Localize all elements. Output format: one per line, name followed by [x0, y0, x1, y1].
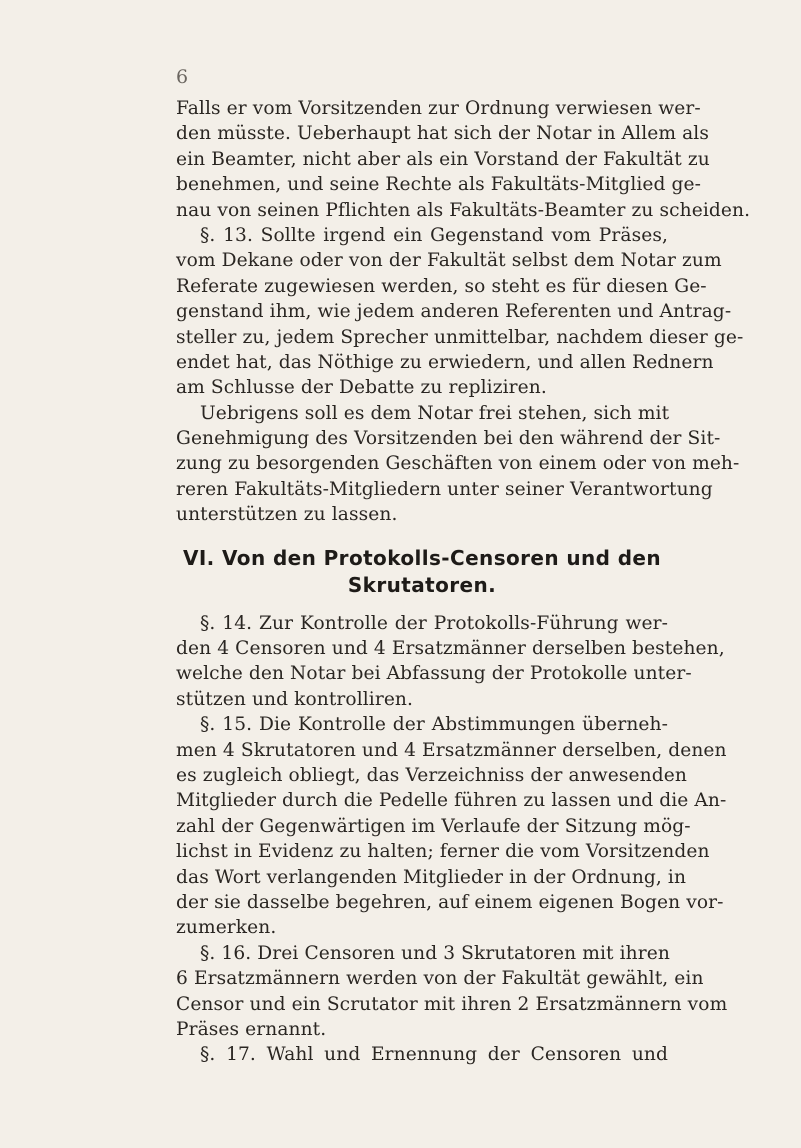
page-number: 6 — [176, 66, 189, 88]
text-line: endet hat, das Nöthige zu erwiedern, und allen Rednern — [176, 351, 714, 373]
paragraph-uebrigens — [176, 401, 740, 528]
text-line: der sie dasselbe begehren, auf einem eigenen Bogen vor- — [176, 891, 724, 913]
text-line: das Wort verlangenden Mitglieder in der Ordnung, in — [176, 866, 687, 888]
text-line: Censor und ein Scrutator mit ihren 2 Ersatzmännern vom — [176, 993, 728, 1015]
text-line: den müsste. Ueberhaupt hat sich der Notar in Allem als — [176, 123, 709, 145]
text-line: §. 16. Drei Censoren und 3 Skrutatoren mit ihren — [200, 942, 670, 964]
text-line: nau von seinen Pflichten als Fakultäts-Beamter zu scheiden. — [176, 199, 751, 221]
paragraph-section-13 — [176, 223, 744, 401]
paragraph-continuation — [176, 96, 751, 223]
text-line: Falls er vom Vorsitzenden zur Ordnung verwiesen wer- — [176, 98, 701, 119]
text-line: welche den Notar bei Abfassung der Protokolle unter- — [176, 663, 692, 685]
text-line: es zugleich obliegt, das Verzeichniss der anwesenden — [176, 764, 687, 786]
text-line: Mitglieder durch die Pedelle führen zu lassen und die An- — [176, 790, 727, 812]
text-line: lichst in Evidenz zu halten; ferner die vom Vorsitzenden — [176, 841, 710, 863]
text-line: §. 14. Zur Kontrolle der Protokolls-Führung wer- — [200, 612, 668, 634]
text-line: genstand ihm, wie jedem anderen Referenten und Antrag- — [176, 301, 732, 323]
text-line: am Schlusse der Debatte zu repliziren. — [176, 377, 547, 399]
text-line: vom Dekane oder von der Fakultät selbst dem Notar zum — [176, 250, 722, 272]
text-line: men 4 Skrutatoren und 4 Ersatzmänner derselben, denen — [176, 739, 727, 761]
text-line: zumerken. — [176, 917, 277, 939]
text-line: benehmen, und seine Rechte als Fakultäts-Mitglied ge- — [176, 174, 702, 196]
text-line: ein Beamter, nicht aber als ein Vorstand der Fakultät zu — [176, 148, 710, 170]
section-heading-line-1: VI. Von den Protokolls-Censoren und den — [182, 545, 662, 570]
paragraph-section-15 — [176, 712, 727, 941]
text-line: Uebrigens soll es dem Notar frei stehen, sich mit — [200, 402, 670, 424]
text-line: §. 17. Wahl und Ernennung der Censoren und — [200, 1044, 668, 1066]
text-line: stützen und kontrolliren. — [176, 688, 414, 710]
text-line: unterstützen zu lassen. — [176, 504, 398, 526]
body-text — [176, 96, 751, 1068]
text-line: Genehmigung des Vorsitzenden bei den während der Sit- — [176, 428, 721, 450]
paragraph-section-14 — [176, 611, 725, 713]
text-line: Präses ernannt. — [176, 1018, 327, 1040]
text-line: §. 15. Die Kontrolle der Abstimmungen überneh- — [200, 714, 668, 736]
text-line: 6 Ersatzmännern werden von der Fakultät gewählt, ein — [176, 968, 704, 990]
text-line: steller zu, jedem Sprecher unmittelbar, nachdem dieser ge- — [176, 326, 744, 348]
text-line: zahl der Gegenwärtigen im Verlaufe der Sitzung mög- — [176, 815, 691, 837]
section-heading-line-2: Skrutatoren. — [347, 572, 497, 597]
text-line: zung zu besorgenden Geschäften von einem oder von meh- — [176, 453, 740, 475]
text-line: Referate zugewiesen werden, so steht es für diesen Ge- — [176, 275, 707, 297]
text-line: §. 13. Sollte irgend ein Gegenstand vom Präses, — [200, 224, 668, 246]
text-line: reren Fakultäts-Mitgliedern unter seiner Verantwortung — [176, 478, 713, 500]
paragraph-section-16 — [176, 941, 728, 1043]
section-heading — [176, 545, 668, 599]
paragraph-section-17 — [176, 1042, 668, 1067]
text-line: den 4 Censoren und 4 Ersatzmänner derselben bestehen, — [176, 638, 725, 660]
